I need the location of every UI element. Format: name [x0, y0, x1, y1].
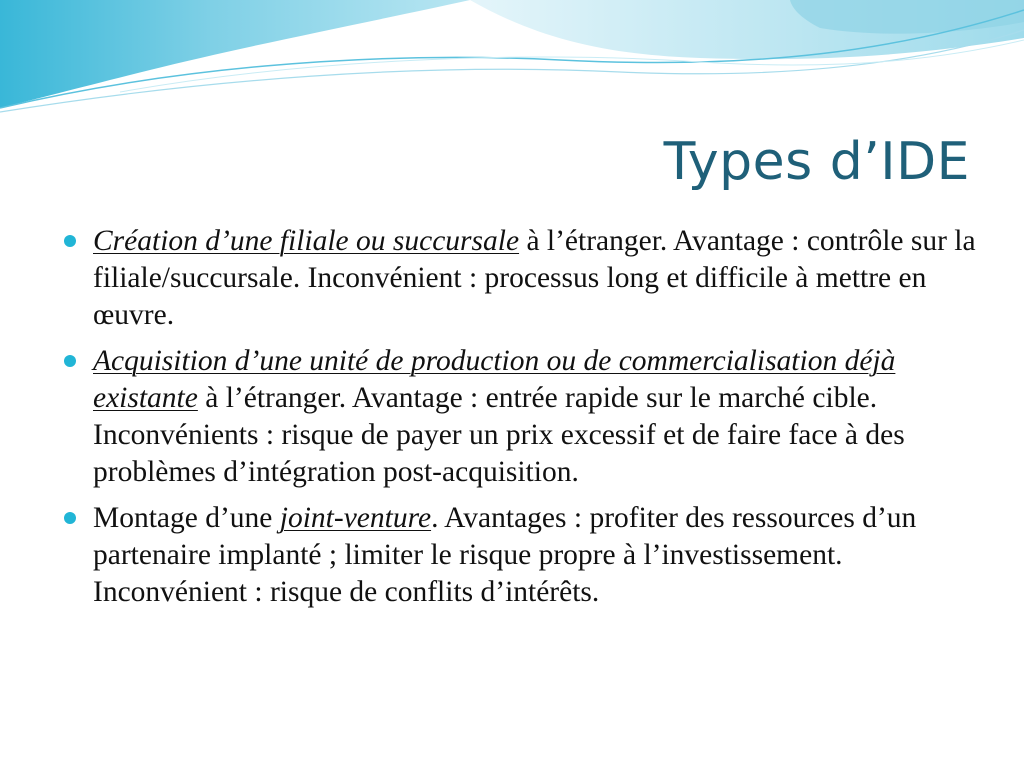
bullet-lead-text: Montage d’une: [93, 502, 280, 534]
bullet-dot-icon: [64, 355, 76, 367]
bullet-body-text: . Avantages : profiter des ressources d’un partenaire implanté ; limiter le risque propre à l’investissement. Inconvénient : risque de conflits d’intérêts.: [93, 502, 917, 608]
bullet-emphasis-text: Acquisition d’une unité de production ou de commercialisation déjà existante: [93, 345, 896, 414]
bullet-list: [60, 223, 980, 620]
slide-title: Types d’IDE: [663, 132, 970, 192]
bullet-item-creation-filiale: [60, 223, 980, 334]
bullet-emphasis-text: joint-venture: [279, 502, 432, 534]
bullet-item-joint-venture: [60, 500, 980, 611]
bullet-dot-icon: [64, 235, 76, 247]
bullet-body-text: à l’étranger. Avantage : entrée rapide sur le marché cible. Inconvénients : risque de payer un prix excessif et de faire face à des problèmes d’intégration post-acquisition.: [93, 382, 905, 488]
header-wave-decoration: [0, 0, 1024, 130]
bullet-item-acquisition: [60, 343, 980, 491]
bullet-body-text: à l’étranger. Avantage : contrôle sur la filiale/succursale. Inconvénient : processus long et difficile à mettre en œuvre.: [93, 225, 976, 331]
bullet-emphasis-text: Création d’une filiale ou succursale: [93, 225, 520, 257]
bullet-dot-icon: [64, 512, 76, 524]
